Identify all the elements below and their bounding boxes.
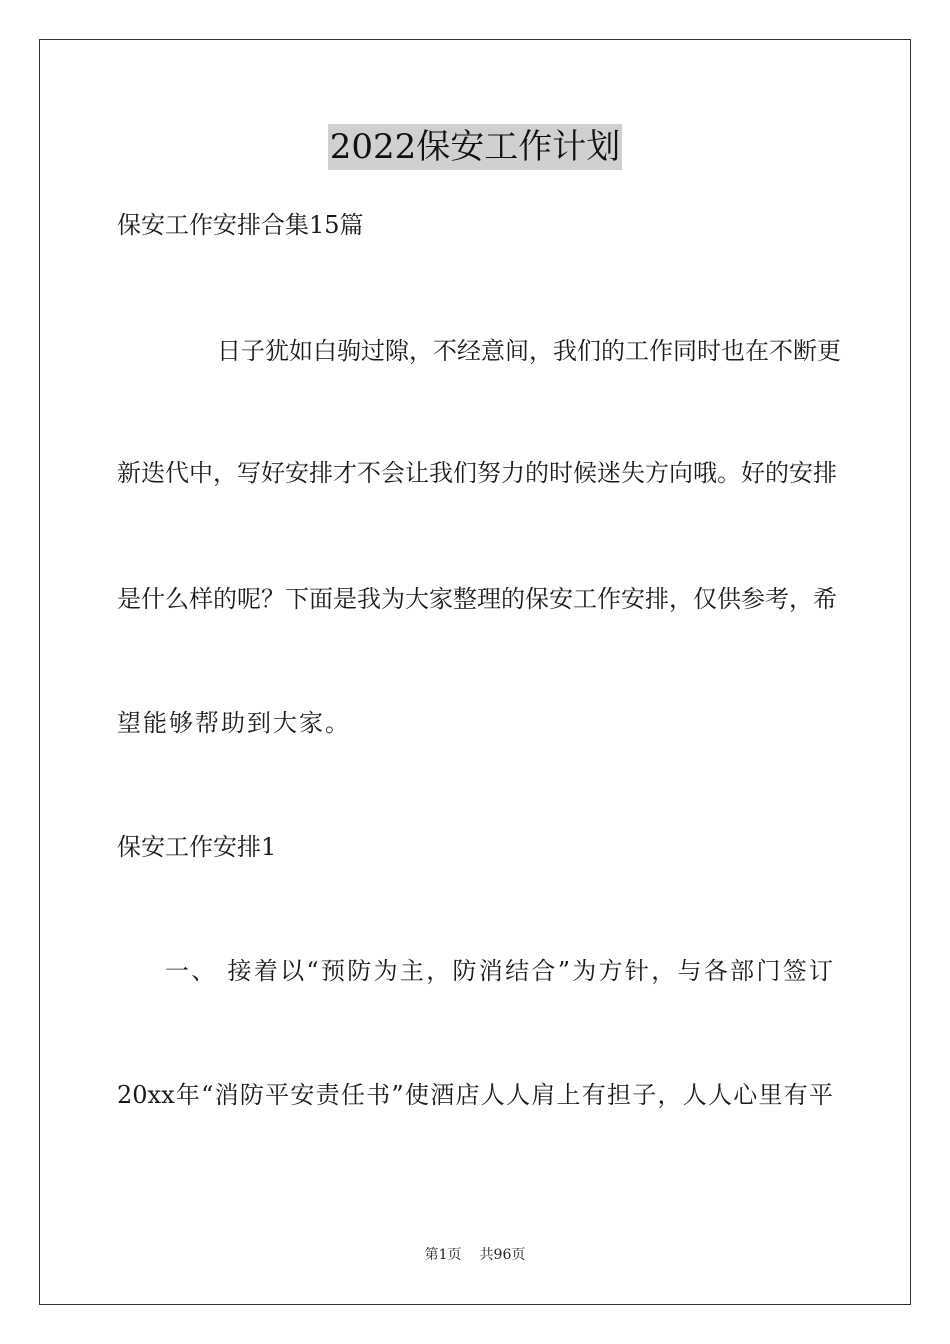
- title-container: [0, 124, 950, 170]
- page-footer: [0, 1246, 950, 1264]
- section-line-2: 20xx年“消防平安责任书”使酒店人人肩上有担子，人人心里有平: [117, 1081, 833, 1109]
- page-number: 第1页: [424, 1247, 462, 1263]
- section-heading: 保安工作安排1: [117, 833, 277, 861]
- intro-line-3: 是什么样的呢？下面是我为大家整理的保安工作安排，仅供参考，希: [117, 585, 837, 613]
- document-title: 2022保安工作计划: [328, 124, 623, 170]
- intro-line-1: 日子犹如白驹过隙，不经意间，我们的工作同时也在不断更: [217, 337, 841, 365]
- document-subtitle: 保安工作安排合集15篇: [117, 211, 364, 239]
- section-line-1: 一、 接着以“预防为主，防消结合”为方针，与各部门签订: [165, 957, 833, 985]
- intro-line-4: 望能够帮助到大家。: [117, 709, 351, 737]
- intro-line-2: 新迭代中，写好安排才不会让我们努力的时候迷失方向哦。好的安排: [117, 459, 837, 487]
- total-pages: 共96页: [479, 1247, 526, 1263]
